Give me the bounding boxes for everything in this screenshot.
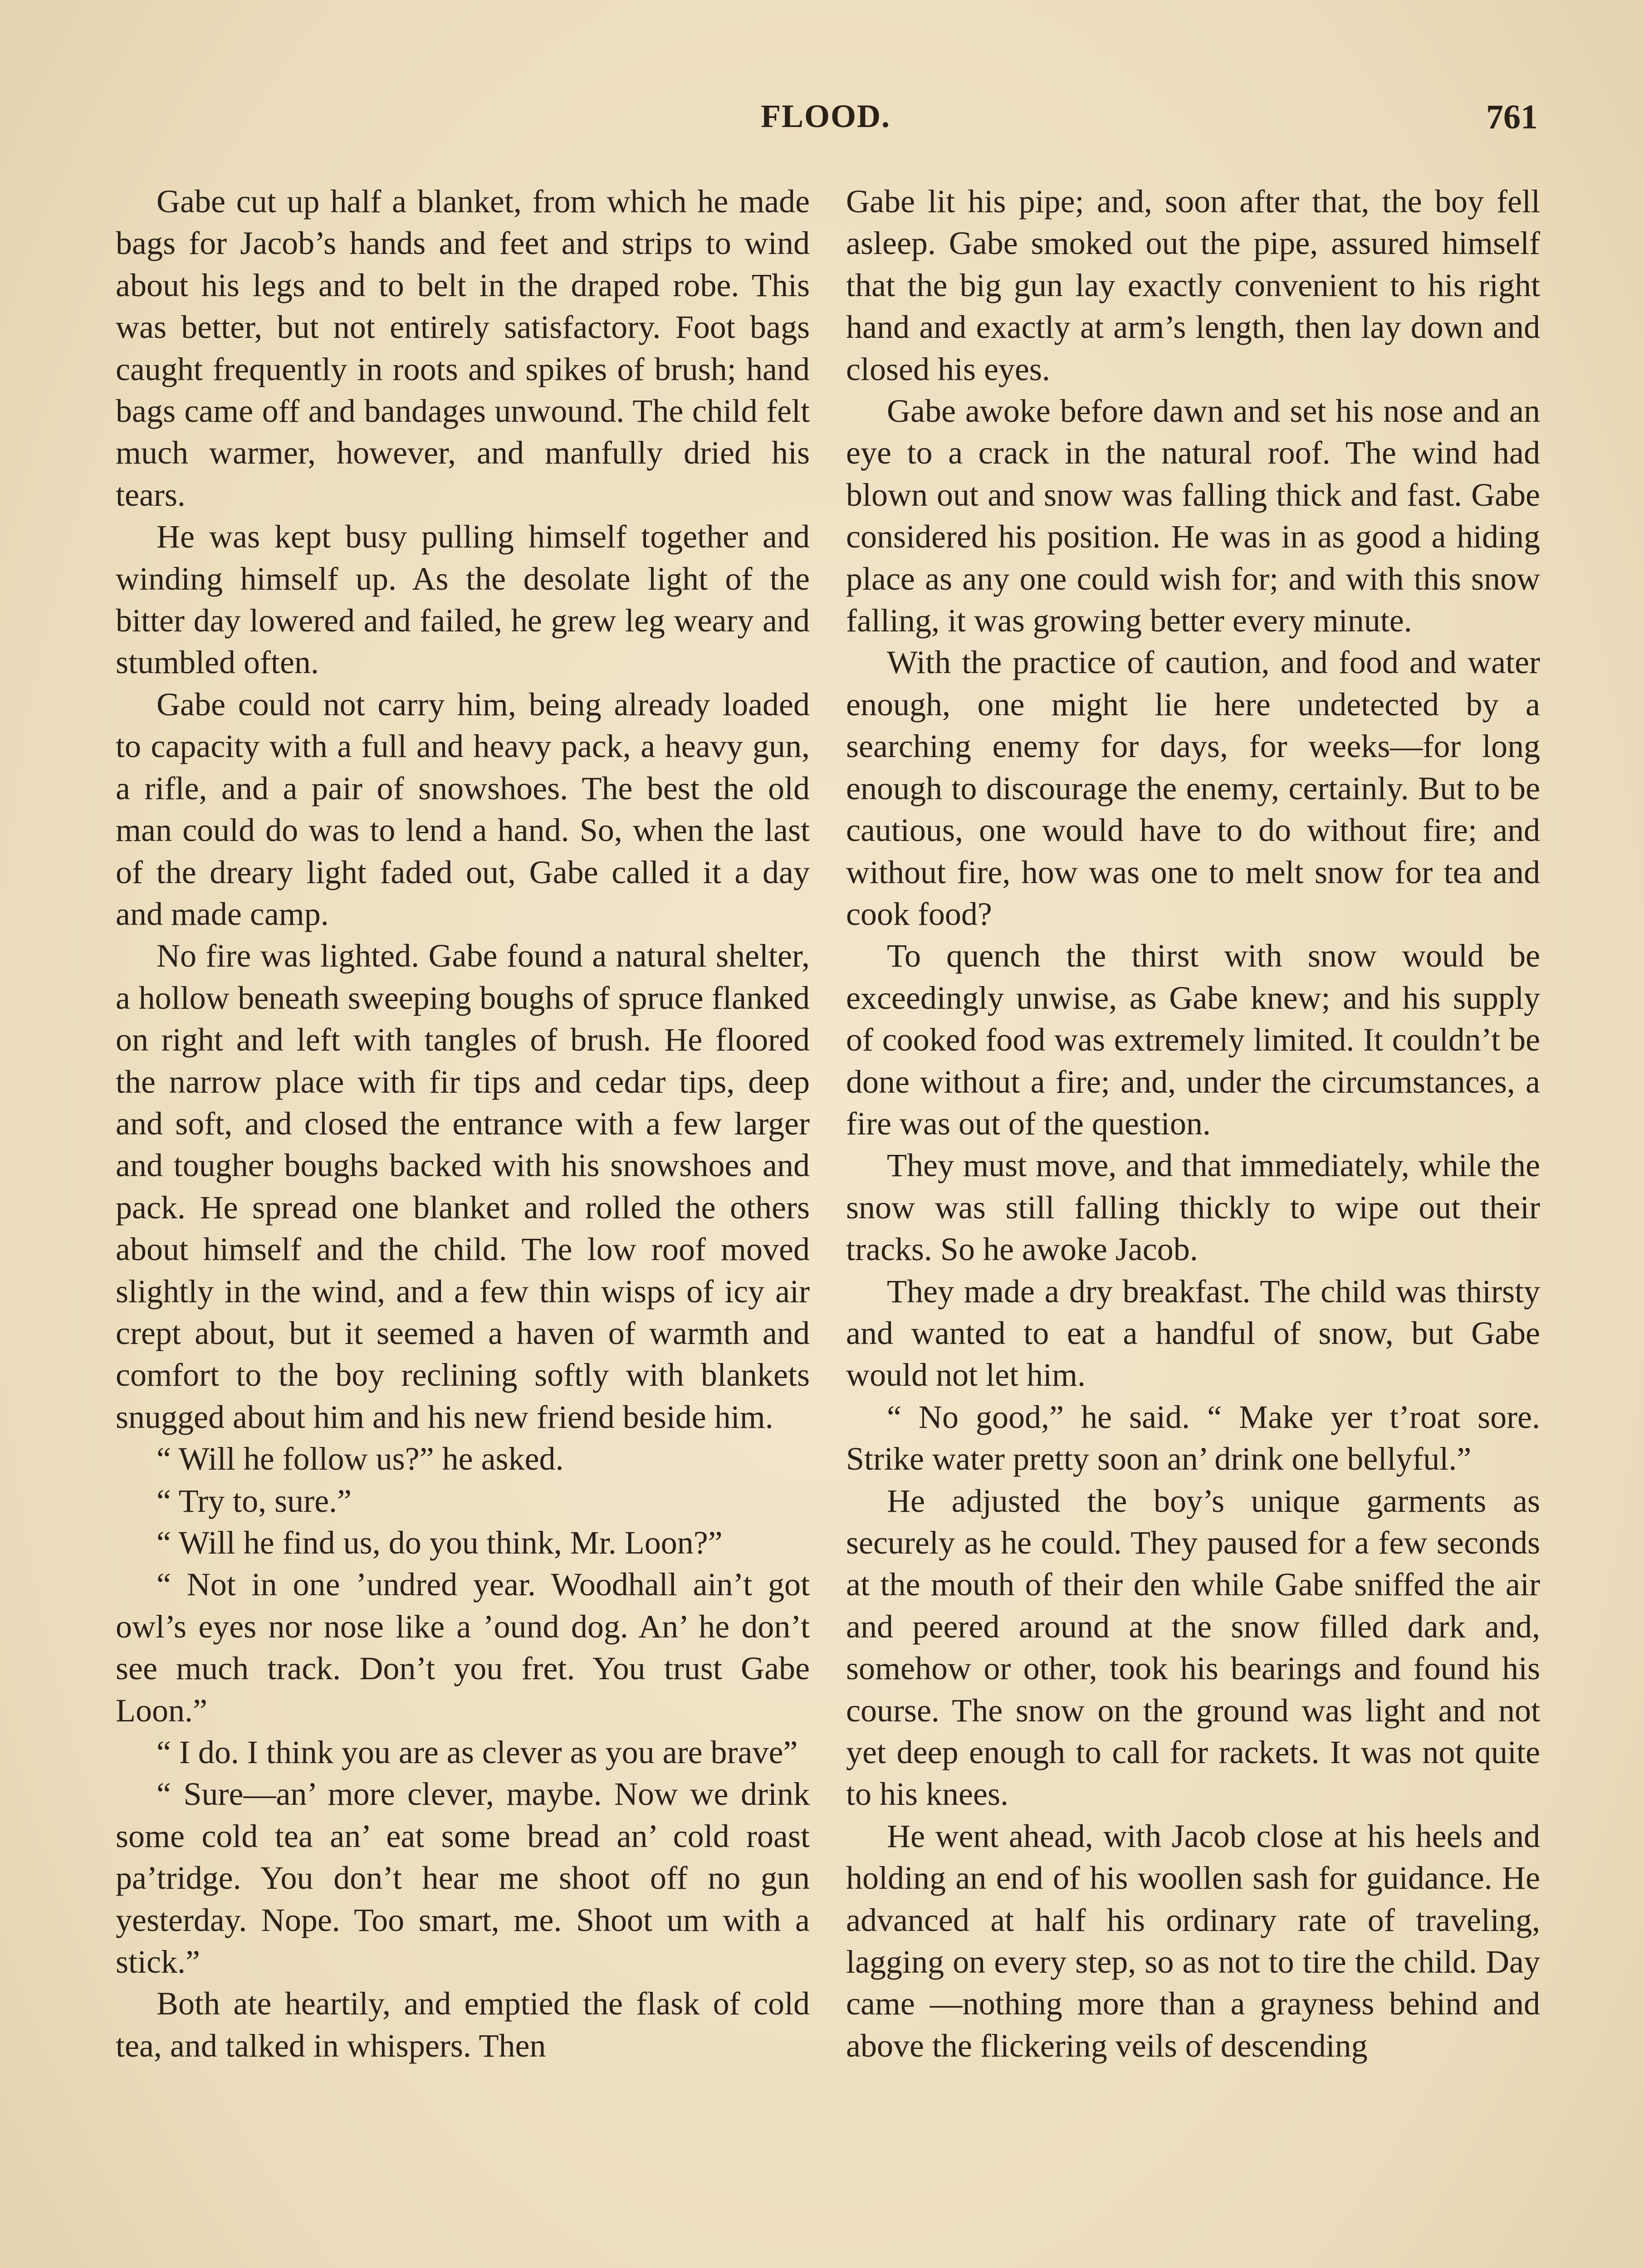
page-number: 761 [1486, 98, 1538, 136]
paragraph: He adjusted the boy’s unique garments as securely as he could. They paused for a few seconds at the mouth of their den while Gabe sniffed the air and peered around at the snow filled dark and, somehow or other, took his bearings and found his course. The snow on the ground was light and not yet deep enough to call for rackets. It was not quite to his knees. [846, 1482, 1540, 1813]
paragraph: Both ate heartily, and emptied the flask of cold tea, and talked in whispers. Then [116, 1985, 810, 2064]
paragraph: Gabe could not carry him, being already loaded to capacity with a full and heavy pack, a heavy gun, a rifle, and a pair of snowshoes. The best the old man could do was to lend a hand. So, when the last of the dreary light faded out, Gabe called it a day and made camp. [116, 686, 810, 932]
paragraph: “ Try to, sure.” [157, 1482, 352, 1519]
paragraph: “ Will he find us, do you think, Mr. Loon?” [157, 1525, 723, 1561]
right-text-column [846, 181, 1540, 2067]
paragraph: Gabe lit his pipe; and, soon after that, the boy fell asleep. Gabe smoked out the pipe, assured himself that the big gun lay exactly convenient to his right hand and exactly at arm’s length, then lay down and closed his eyes. [846, 183, 1540, 387]
paragraph: “ I do. I think you are as clever as you are brave” [157, 1734, 798, 1771]
paragraph: Gabe awoke before dawn and set his nose and an eye to a crack in the natural roof. The wind had blown out and snow was falling thick and fast. Gabe considered his position. He was in as good a hiding place as any one could wish for; and with this snow falling, it was growing better every minute. [846, 393, 1540, 639]
paragraph: “ Will he follow us?” he asked. [157, 1441, 564, 1477]
running-title: FLOOD. [760, 98, 890, 134]
page-header [113, 98, 1538, 152]
paragraph: To quench the thirst with snow would be exceedingly unwise, as Gabe knew; and his supply of cooked food was extremely limited. It couldn’t be done without a fire; and, under the circumstances, a fire was out of the question. [846, 938, 1540, 1142]
paragraph: They must move, and that immediately, while the snow was still falling thickly to wipe out their tracks. So he awoke Jacob. [846, 1147, 1540, 1268]
paragraph: Gabe cut up half a blanket, from which he made bags for Jacob’s hands and feet and strips to wind about his legs and to belt in the draped robe. This was better, but not entirely satisfactory. Foot bags caught frequently in roots and spikes of brush; hand bags came off and bandages unwound. The child felt much warmer, however, and manfully dried his tears. [116, 183, 810, 513]
paragraph: They made a dry breakfast. The child was thirsty and wanted to eat a handful of snow, but Gabe would not let him. [846, 1273, 1540, 1393]
paragraph: “ Not in one ’undred year. Woodhall ain’t got owl’s eyes nor nose like a ’ound dog. An’ he don’t see much track. Don’t you fret. You trust Gabe Loon.” [116, 1566, 810, 1729]
paragraph: “ No good,” he said. “ Make yer t’roat sore. Strike water pretty soon an’ drink one bellyful.” [846, 1398, 1540, 1477]
left-text-column [116, 181, 810, 2067]
paragraph: He went ahead, with Jacob close at his heels and holding an end of his woollen sash for guidance. He advanced at half his ordinary rate of traveling, lagging on every step, so as not to tire the child. Day came —nothing more than a grayness behind and above the flickering veils of descending [846, 1818, 1540, 2064]
paragraph: “ Sure—an’ more clever, maybe. Now we drink some cold tea an’ eat some bread an’ cold roast pa’tridge. You don’t hear me shoot off no gun yesterday. Nope. Too smart, me. Shoot um with a stick.” [116, 1776, 810, 1980]
paragraph: No fire was lighted. Gabe found a natural shelter, a hollow beneath sweeping boughs of spruce flanked on right and left with tangles of brush. He floored the narrow place with fir tips and cedar tips, deep and soft, and closed the entrance with a few larger and tougher boughs backed with his snowshoes and pack. He spread one blanket and rolled the others about himself and the child. The low roof moved slightly in the wind, and a few thin wisps of icy air crept about, but it seemed a haven of warmth and comfort to the boy reclining softly with blankets snugged about him and his new friend beside him. [116, 938, 810, 1435]
paragraph: He was kept busy pulling himself together and winding himself up. As the desolate light of the bitter day lowered and failed, he grew leg weary and stumbled often. [116, 518, 810, 681]
paragraph: With the practice of caution, and food and water enough, one might lie here undetected by a searching enemy for days, for weeks—for long enough to discourage the enemy, certainly. But to be cautious, one would have to do without fire; and without fire, how was one to melt snow for tea and cook food? [846, 644, 1540, 932]
